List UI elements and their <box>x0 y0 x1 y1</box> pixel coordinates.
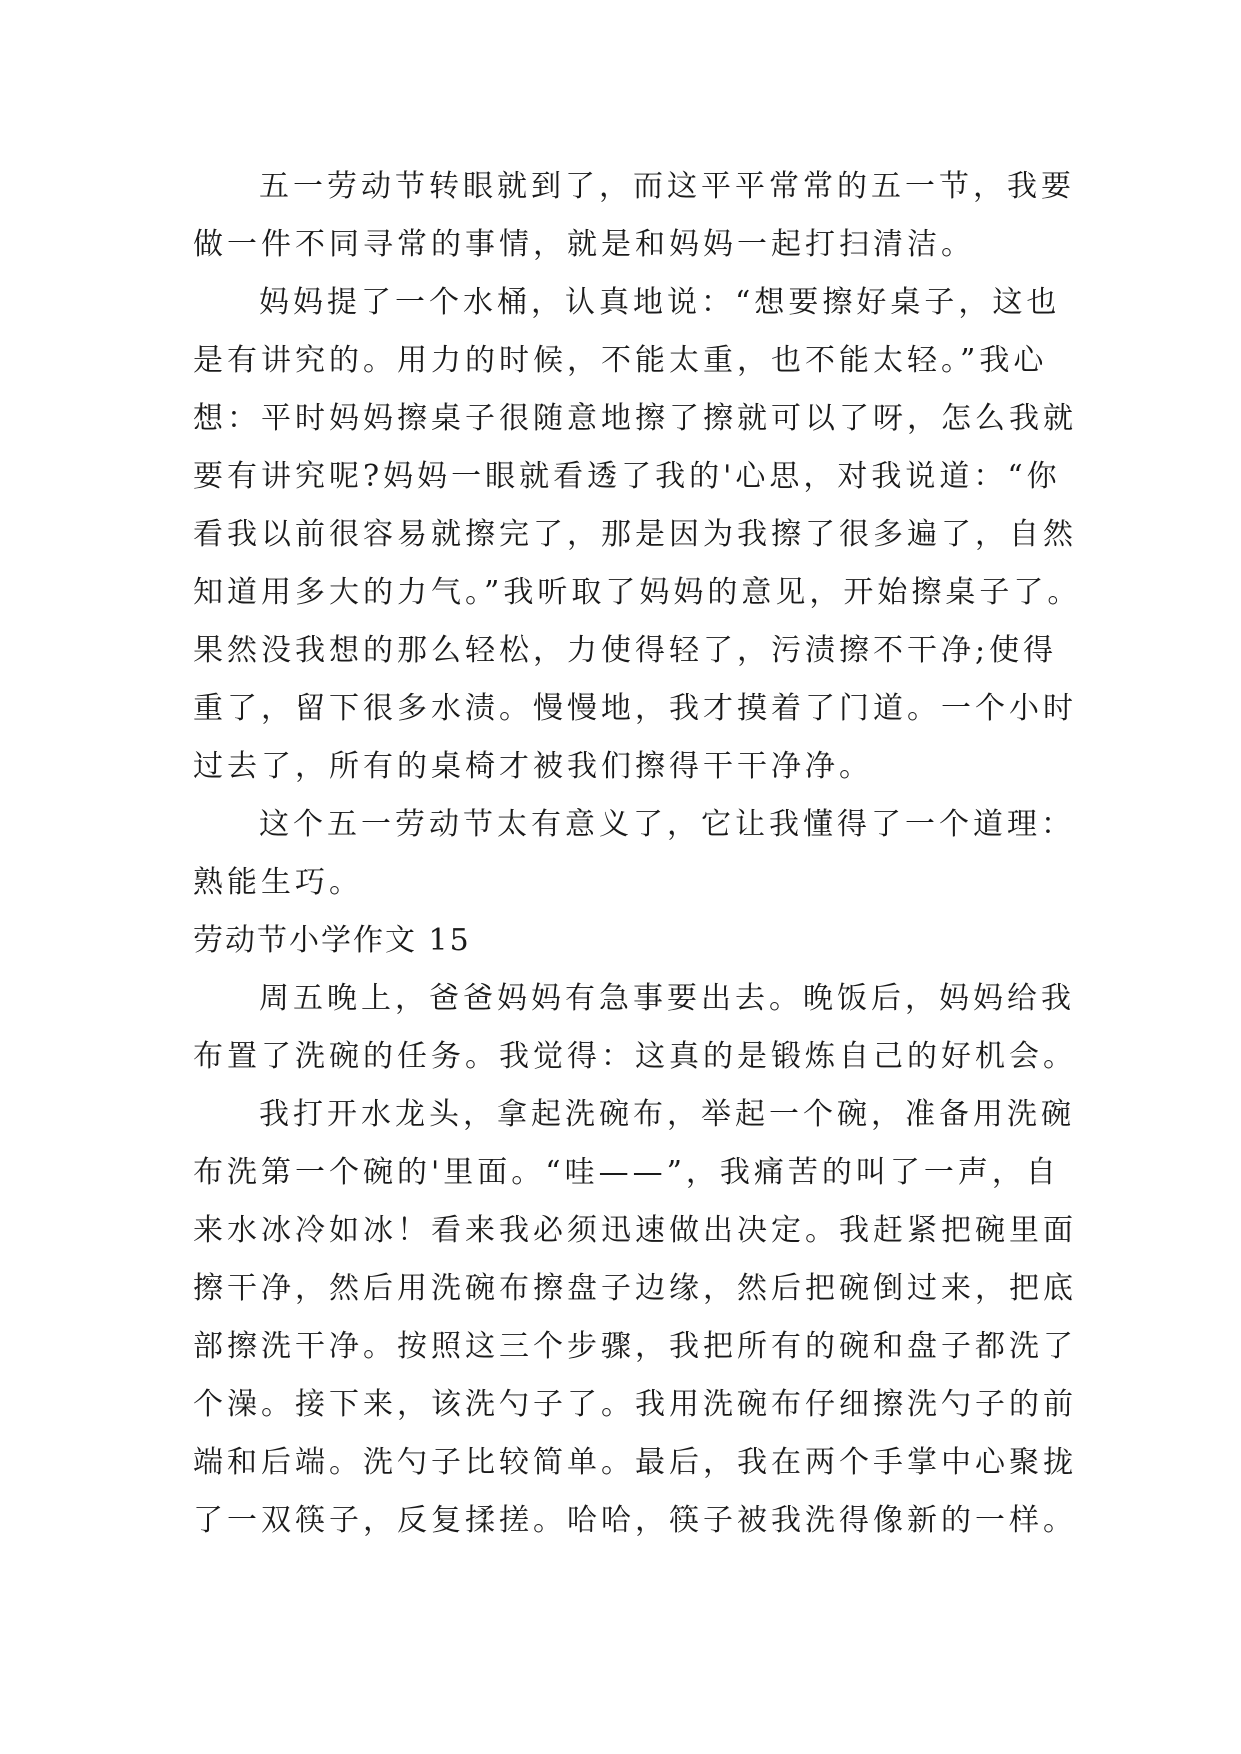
text-line: 重了，留下很多水渍。慢慢地，我才摸着了门道。一个小时 <box>193 691 1077 726</box>
text-line: 知道用多大的力气。”我听取了妈妈的意见，开始擦桌子了。 <box>193 575 1082 610</box>
text-line: 这个五一劳动节太有意义了，它让我懂得了一个道理： <box>259 807 1075 842</box>
text-line: 周五晚上，爸爸妈妈有急事要出去。晚饭后，妈妈给我 <box>259 981 1075 1016</box>
text-line: 擦干净，然后用洗碗布擦盘子边缘，然后把碗倒过来，把底 <box>193 1271 1077 1306</box>
text-line: 妈妈提了一个水桶，认真地说：“想要擦好桌子，这也 <box>259 285 1061 320</box>
text-line: 果然没我想的那么轻松，力使得轻了，污渍擦不干净;使得 <box>193 633 1058 668</box>
essay-body <box>193 158 1082 1550</box>
text-line: 想：平时妈妈擦桌子很随意地擦了擦就可以了呀，怎么我就 <box>193 401 1077 436</box>
text-line: 是有讲究的。用力的时候，不能太重，也不能太轻。”我心 <box>193 343 1048 378</box>
text-line: 布置了洗碗的任务。我觉得：这真的是锻炼自己的好机会。 <box>193 1039 1077 1074</box>
text-line: 要有讲究呢?妈妈一眼就看透了我的'心思，对我说道：“你 <box>193 459 1061 494</box>
text-line: 熟能生巧。 <box>193 865 363 900</box>
text-line: 做一件不同寻常的事情，就是和妈妈一起打扫清洁。 <box>193 227 975 262</box>
text-line: 五一劳动节转眼就到了，而这平平常常的五一节，我要 <box>259 169 1075 204</box>
text-line: 端和后端。洗勺子比较简单。最后，我在两个手掌中心聚拢 <box>193 1445 1077 1480</box>
text-line: 过去了，所有的桌椅才被我们擦得干干净净。 <box>193 749 873 784</box>
text-line: 来水冰冷如冰！看来我必须迅速做出决定。我赶紧把碗里面 <box>193 1213 1077 1248</box>
text-line: 了一双筷子，反复揉搓。哈哈，筷子被我洗得像新的一样。 <box>193 1503 1077 1538</box>
text-line: 个澡。接下来，该洗勺子了。我用洗碗布仔细擦洗勺子的前 <box>193 1387 1077 1422</box>
text-line: 部擦洗干净。按照这三个步骤，我把所有的碗和盘子都洗了 <box>193 1329 1077 1364</box>
text-line: 看我以前很容易就擦完了，那是因为我擦了很多遍了，自然 <box>193 517 1077 552</box>
section-heading: 劳动节小学作文 15 <box>193 923 471 958</box>
text-line: 布洗第一个碗的'里面。“哇——”，我痛苦的叫了一声，自 <box>193 1155 1060 1190</box>
text-line: 我打开水龙头，拿起洗碗布，举起一个碗，准备用洗碗 <box>259 1097 1075 1132</box>
